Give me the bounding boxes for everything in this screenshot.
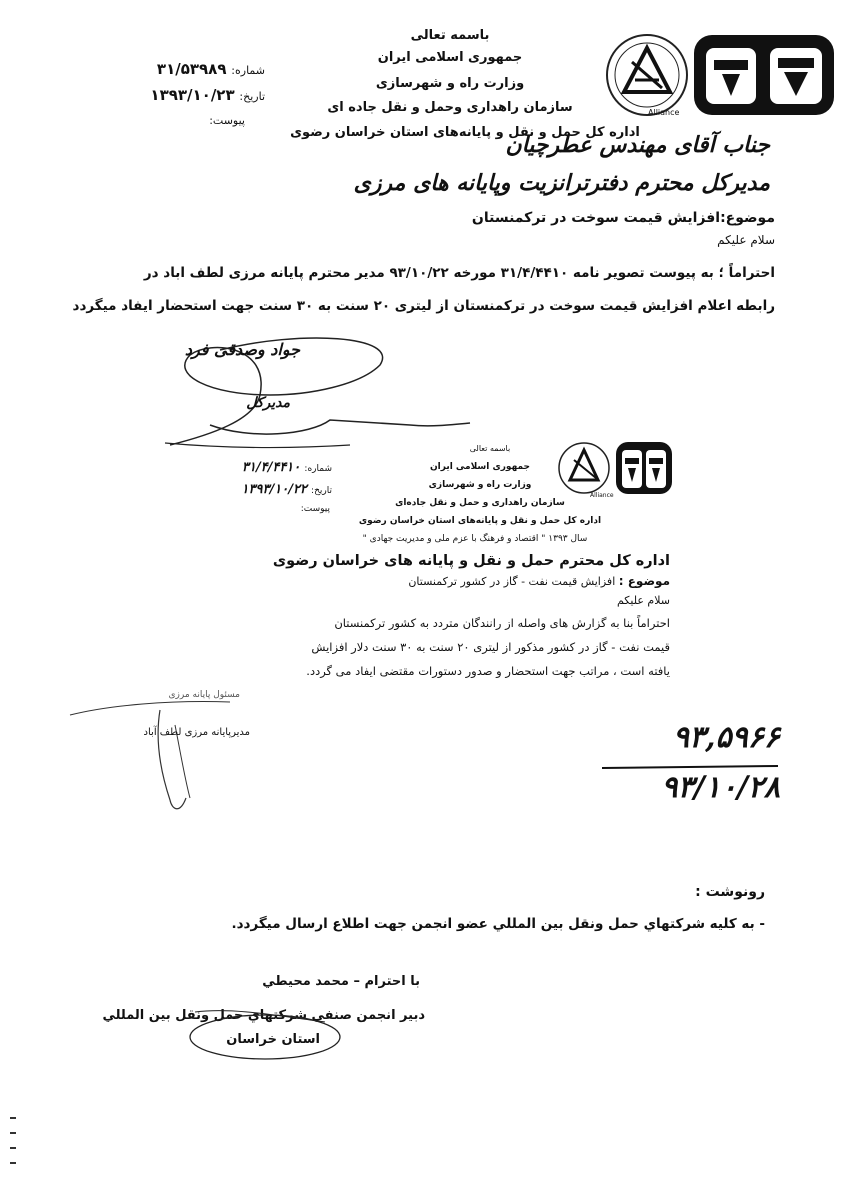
letter1-date	[105, 86, 265, 104]
signer-region: استان خراسان	[226, 1032, 320, 1047]
letter1-number-value: ۳۱/۵۳۹۸۹	[156, 60, 227, 78]
letter2-logo-text: Alliance	[590, 492, 614, 499]
letter2-signature-line1: مدیرپایانه مرزی لطف آباد	[143, 727, 250, 738]
letter2-signature-scribble	[60, 680, 280, 824]
letter1-body-line-1: احتراماً ؛ به پیوست تصویر نامه ۳۱/۴/۴۴۱۰ مورخه ۹۳/۱۰/۲۲ مدیر محترم پایانه مرزی لطف اباد در	[143, 265, 775, 281]
letter2-subject: افزایش قیمت نفت - گاز در کشور ترکمنستان	[408, 575, 616, 588]
handwritten-number: ۹۳,۵۹۶۶	[672, 720, 780, 755]
letter1-logo	[602, 30, 842, 120]
copy-label: رونوشت :	[695, 884, 765, 900]
letter2-date	[222, 482, 332, 497]
letter1-date-value: ۱۳۹۳/۱۰/۲۳	[150, 86, 235, 104]
letter1-subject: موضوع:افزایش قیمت سوخت در ترکمنستان	[471, 210, 775, 226]
letter2-subject-label: موضوع :	[618, 574, 670, 588]
letter2-logo	[556, 438, 676, 498]
letter2-bismillah: باسمه تعالی	[469, 444, 511, 453]
letter2-signature-scrawl: مسئول پایانه مرزی	[168, 690, 240, 700]
letter2-attach-label: پیوست:	[300, 504, 330, 514]
letter2-body-line-3: یافته است ، مراتب جهت استحضار و صدور دستورات مقتضی ایفاد می گردد.	[306, 664, 670, 678]
letter2-number	[222, 460, 332, 475]
letter2-number-label: شماره:	[304, 464, 332, 474]
letter1-date-label: تاریخ:	[239, 90, 265, 103]
letter2-header-line-4: اداره کل حمل و نقل و پایانه‌های استان خراسان رضوی	[358, 516, 602, 526]
letter1-signature-title: مدیرکل	[246, 395, 290, 411]
letter2-body-line-2: قیمت نفت - گاز در کشور مذکور از لیتری ۲۰ سنت به ۳۰ سنت دلار افزایش	[311, 640, 670, 654]
letter1-signature-name: جواد وصدقی فرد	[184, 340, 300, 359]
letter1-recipient-line-1: جناب آقای مهندس عطرچیان	[505, 132, 770, 158]
letter1-number-label: شماره:	[231, 64, 265, 77]
letter2-number-value: ۳۱/۴/۴۴۱۰	[241, 460, 301, 475]
letter1-body-line-2: رابطه اعلام افزایش قیمت سوخت در ترکمنستان از لیتری ۲۰ سنت به ۳۰ سنت جهت استحضار ایفاد میگردد	[72, 298, 775, 314]
signer-title: دبير انجمن صنفي شركتهاي حمل ونقل بين المللي	[102, 1008, 425, 1023]
fax-margin-mark	[10, 1162, 16, 1164]
letter1-attach-label: پیوست:	[209, 114, 245, 127]
letter1-header-line-4: اداره کل حمل و نقل و پایانه‌های استان خراسان رضوی	[290, 125, 640, 140]
letter1-header-line-1: جمهوری اسلامی ایران	[377, 50, 523, 65]
letter2-slogan: سال ۱۳۹۳ " اقتصاد و فرهنگ با عزم ملی و مدیریت جهادی "	[362, 534, 588, 544]
letter2-greeting: سلام علیکم	[616, 594, 670, 607]
fax-margin-mark	[10, 1147, 16, 1149]
letter1-greeting: سلام علیکم	[717, 233, 775, 247]
letter1-recipient-line-2: مدیرکل محترم دفترترانزیت وپایانه های مرزی	[353, 170, 770, 196]
regards-line: با احترام – محمد محيطي	[262, 974, 420, 989]
letter1-number	[105, 60, 265, 78]
letter1-header-line-3: سازمان راهداری وحمل و نقل جاده ای	[327, 100, 573, 115]
letter2-header-line-1: جمهوری اسلامی ایران	[429, 462, 531, 472]
letter2-recipient: اداره کل محترم حمل و نقل و پایانه های خراسان رضوی	[272, 553, 670, 569]
handwritten-date: ۹۳/۱۰/۲۸	[661, 770, 780, 805]
letter2-header-line-2: وزارت راه و شهرسازی	[428, 480, 532, 490]
letter1-logo-text: Alliance	[648, 108, 680, 117]
copy-line: - به كليه شركتهاي حمل ونقل بين المللي عضو انجمن جهت اطلاع ارسال ميگردد.	[231, 916, 765, 932]
footer-signature-scribble	[175, 992, 345, 1076]
letter2-date-label: تاریخ:	[311, 486, 332, 496]
letter1-bismillah: باسمه تعالی	[410, 28, 490, 43]
letter2-header-line-3: سازمان راهداری و حمل و نقل جاده‌ای	[395, 498, 565, 508]
fax-margin-mark	[10, 1132, 16, 1134]
fax-margin-mark	[10, 1117, 16, 1119]
letter2-subject-row	[380, 574, 670, 588]
letter1-header-line-2: وزارت راه و شهرسازی	[375, 76, 525, 91]
letter2-body-line-1: احتراماً بنا به گزارش های واصله از رانندگان متردد به کشور ترکمنستان	[334, 616, 670, 630]
letter2-date-value: ۱۳۹۳/۱۰/۲۲	[241, 482, 307, 497]
